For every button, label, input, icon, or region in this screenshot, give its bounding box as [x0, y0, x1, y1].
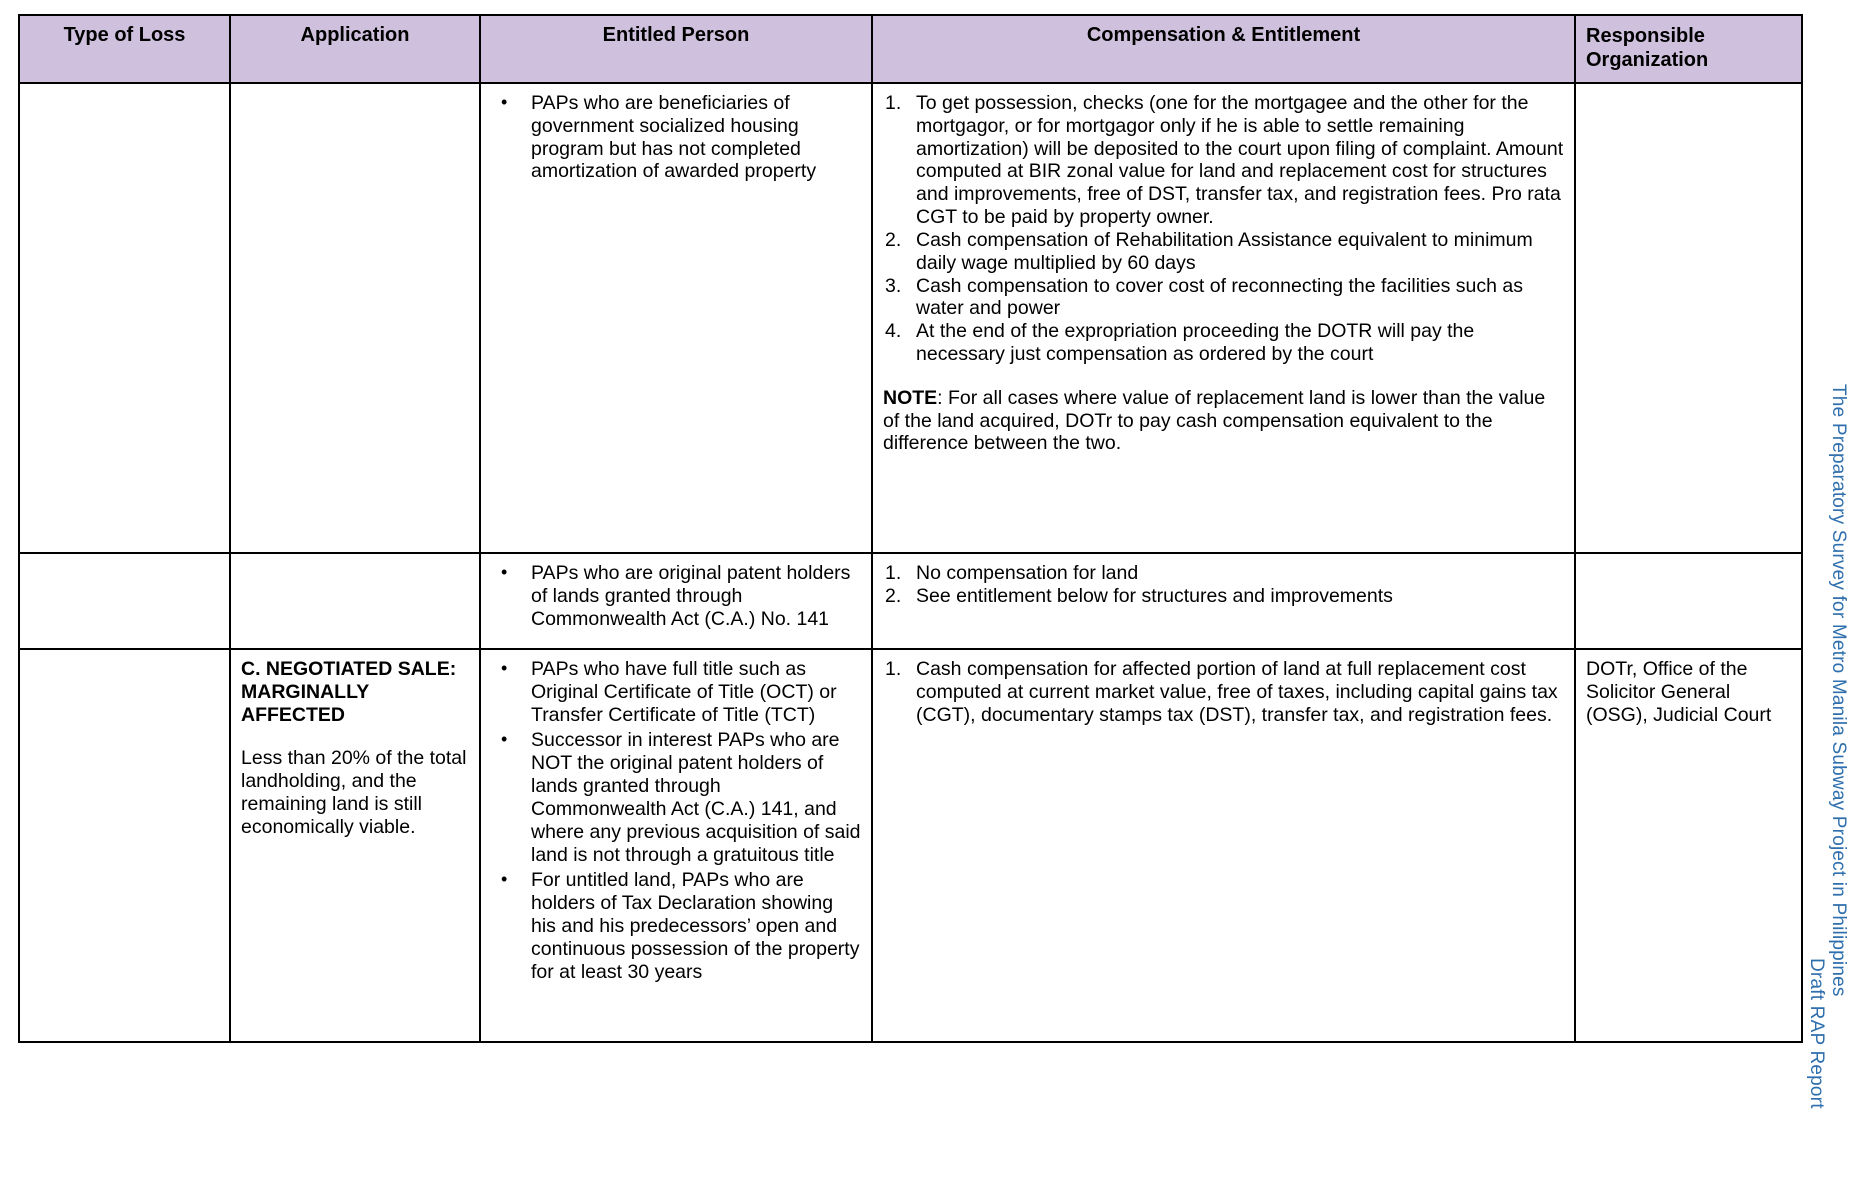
note-text: : For all cases where value of replacement land is lower than the value of the land acquired, DOTr to pay cash compensation equivalent to the difference between the two.	[883, 386, 1546, 455]
list-item: See entitlement below for structures and improvements	[916, 584, 1393, 607]
cell-responsible-organization: DOTr, Office of the Solicitor General (OSG), Judicial Court	[1575, 649, 1802, 1042]
table-row	[19, 553, 1802, 649]
table-header	[19, 15, 1802, 83]
application-title: C. NEGOTIATED SALE: MARGINALLY AFFECTED	[241, 658, 457, 726]
list-item: • PAPs who have full title such as Original Certificate of Title (OCT) or Transfer Certificate of Title (TCT)	[491, 658, 861, 726]
compensation-note	[883, 387, 1564, 455]
entitled-person-list	[491, 92, 861, 183]
compensation-list	[883, 658, 1564, 726]
list-item: Cash compensation of Rehabilitation Assistance equivalent to minimum daily wage multiplied by 60 days	[916, 228, 1533, 274]
entitled-person-list	[491, 562, 861, 630]
column-header-application: Application	[230, 15, 480, 83]
entitlement-matrix-table	[18, 14, 1803, 1043]
table-header-row	[19, 15, 1802, 83]
list-item: • PAPs who are beneficiaries of government socialized housing program but has not completed amortization of awarded property	[491, 92, 861, 183]
list-item: • For untitled land, PAPs who are holders of Tax Declaration showing his and his predecessors’ open and continuous possession of the property for at least 30 years	[491, 869, 861, 983]
compensation-list	[883, 92, 1564, 366]
cell-entitled-person	[480, 649, 872, 1042]
cell-type-of-loss	[19, 649, 230, 1042]
list-item: • PAPs who are original patent holders of lands granted through Commonwealth Act (C.A.) No. 141	[491, 562, 861, 630]
compensation-list	[883, 562, 1564, 608]
note-label: NOTE	[883, 386, 938, 409]
cell-application	[230, 553, 480, 649]
application-description: Less than 20% of the total landholding, and the remaining land is still economically viable.	[241, 747, 467, 838]
table-row	[19, 83, 1802, 553]
cell-type-of-loss	[19, 553, 230, 649]
page-side-note	[1797, 0, 1867, 1185]
cell-entitled-person	[480, 553, 872, 649]
table-row	[19, 649, 1802, 1042]
column-header-compensation: Compensation & Entitlement	[872, 15, 1575, 83]
responsible-organization-line2: Organization	[1586, 49, 1709, 71]
table-body	[19, 83, 1802, 1042]
cell-responsible-organization	[1575, 83, 1802, 553]
side-note-project-title: The Preparatory Survey for Metro Manila Subway Project in Philippines	[1828, 384, 1849, 997]
list-item: Cash compensation for affected portion of land at full replacement cost computed at current market value, free of taxes, including capital gains tax (CGT), documentary stamps tax (DST), transfer tax, and registration fees.	[916, 658, 1558, 726]
cell-responsible-organization	[1575, 553, 1802, 649]
list-item: At the end of the expropriation proceeding the DOTR will pay the necessary just compensation as ordered by the court	[916, 320, 1475, 365]
list-item: No compensation for land	[916, 562, 1139, 584]
side-note-report-name: Draft RAP Report	[1806, 958, 1827, 1109]
list-item: Cash compensation to cover cost of reconnecting the facilities such as water and power	[916, 274, 1523, 320]
column-header-entitled-person: Entitled Person	[480, 15, 872, 83]
cell-application	[230, 649, 480, 1042]
list-item: • Successor in interest PAPs who are NOT the original patent holders of lands granted through Commonwealth Act (C.A.) 141, and where any previous acquisition of said land is not through a gratuitous title	[491, 729, 861, 866]
column-header-responsible-organization	[1575, 15, 1802, 83]
cell-compensation	[872, 83, 1575, 553]
cell-type-of-loss	[19, 83, 230, 553]
cell-compensation	[872, 649, 1575, 1042]
cell-entitled-person	[480, 83, 872, 553]
responsible-organization-line1: Responsible	[1586, 25, 1705, 47]
cell-compensation	[872, 553, 1575, 649]
column-header-type-of-loss: Type of Loss	[19, 15, 230, 83]
cell-application	[230, 83, 480, 553]
list-item: To get possession, checks (one for the mortgagee and the other for the mortgagor, or for mortgagor only if he is able to settle remaining amortization) will be deposited to the court upon filing of complaint. Amount computed at BIR zonal value for land and replacement cost for structures and improvements, free of DST, transfer tax, and registration fees. Pro rata CGT to be paid by property owner.	[916, 92, 1564, 229]
entitled-person-list	[491, 658, 861, 983]
